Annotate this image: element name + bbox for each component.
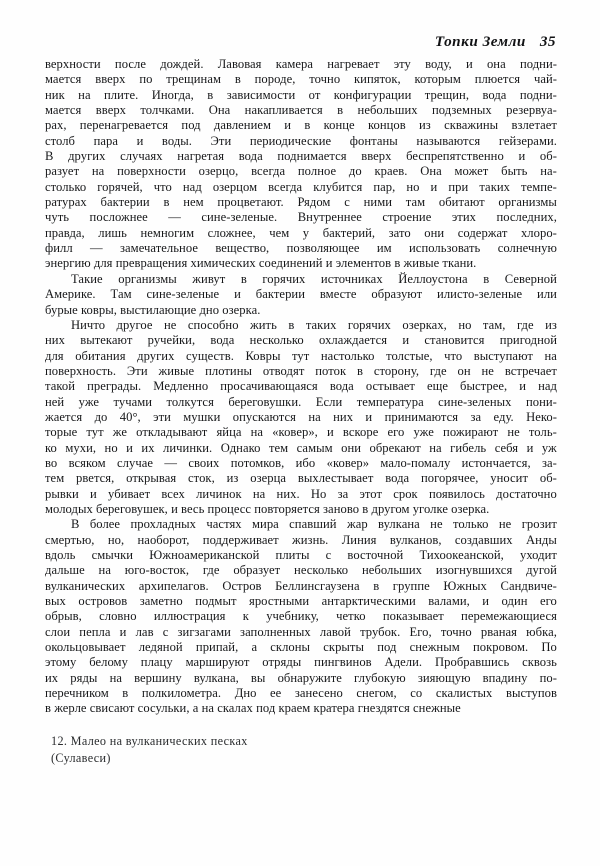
text-line: мается вверх по трещинам в породе, точно кипяток, которым плюется чай-: [45, 72, 557, 87]
text-line: обрыв, словно иллюстрация к учебнику, четко показывает перемежающиеся: [45, 609, 557, 624]
text-line: тем рвется, открывая сток, из озерца выхлестывает вода погорячее, уносит об-: [45, 471, 557, 486]
text-line: них вытекают ручейки, вода несколько охлаждается и становится пригодной: [45, 333, 557, 348]
text-line: жается до 40°, эти мушки опускаются на них и принимаются за еду. Неко-: [45, 409, 557, 424]
text-line: рах, перенагревается под давлением и в конце концов из скважины взлетает: [45, 118, 557, 133]
text-line: филл — замечательное вещество, позволяющее им использовать солнечную: [45, 241, 557, 256]
figure-caption-line-2: (Сулавеси): [51, 750, 111, 765]
running-head-title: Топки Земли: [434, 33, 526, 50]
paragraph: [45, 318, 557, 517]
text-line: окольцовывает ледяной припай, а склоны скрыты под снежным покровом. По: [45, 640, 557, 655]
paragraph: [45, 517, 557, 716]
text-line: в жерле свисают сосульки, а на скалах под краем кратера гнездятся снежные: [45, 701, 461, 716]
text-line: энергию для превращения химических соединений и элементов в живые ткани.: [45, 256, 477, 271]
text-line: В более прохладных частях мира спавший жар вулкана не только не грозит: [71, 517, 557, 532]
text-line: слои пепла и лав с зигзагами заполненных лавой трубок. Его, точно рваная юбка,: [45, 624, 557, 639]
paragraph: [45, 272, 557, 318]
text-line: молодых береговушек, и весь процесс повторяется заново в другом уголке озерка.: [45, 501, 490, 516]
text-line: чуть посложнее — сине-зеленые. Внутреннее строение этих последних,: [45, 210, 557, 225]
text-line: ник на плите. Иногда, в зависимости от конфигурации трещин, вода подни-: [45, 87, 557, 102]
text-line: Такие организмы живут в горячих источниках Йеллоустона в Северной: [71, 271, 557, 286]
page-number: 35: [539, 33, 556, 50]
text-line: смертью, но, наоборот, поддерживает жизнь. Линия вулканов, создавших Анды: [45, 532, 557, 547]
text-line: их ряды на вершину вулкана, вы обнаружите глубокую зияющую впадину по-: [45, 670, 557, 685]
text-line: правда, лишь немногим сложнее, чем у бактерий, зато они содержат хлоро-: [45, 225, 557, 240]
text-line: В других случаях нагретая вода поднимается вверх беспрепятственно и об-: [45, 149, 557, 164]
text-line: во всяком случае — своих потомков, ибо «ковер» мало-помалу истончается, за-: [45, 455, 557, 470]
text-line: вых островов заметно подмыт яростными антарктическими валами, и один его: [45, 594, 557, 609]
text-line: ней уже тучами толкутся береговушки. Если температура сине-зеленых пони-: [45, 394, 557, 409]
paragraph: [45, 57, 557, 272]
text-line: вдоль смычки Южноамериканской плиты с восточной Тихоокеанской, уходит: [45, 548, 557, 562]
running-head: [45, 33, 556, 51]
text-line: ко мухи, но и их личинки. Однако тем самым они обрекают на гибель себя и уж: [45, 440, 557, 455]
text-line: Ничто другое не способно жить в таких горячих озерках, но там, где из: [71, 317, 557, 332]
figure-caption-line-1: 12. Малео на вулканических песках: [51, 734, 248, 748]
text-line: вулканических архипелагов. Остров Беллинсгаузена в группе Южных Сандвиче-: [45, 578, 557, 593]
figure-caption: [51, 733, 471, 766]
text-line: разует на поверхности озерцо, всегда полное до краев. Она может быть на-: [45, 164, 557, 179]
text-line: столб пара и воды. Эти периодические фонтаны называются гейзерами.: [45, 133, 557, 148]
text-line: торые тут же откладывают яйца на «ковер», и вскоре его уже пожирают не толь-: [45, 425, 557, 440]
text-line: верхности после дождей. Лавовая камера нагревает эту воду, и она подни-: [45, 57, 557, 71]
text-line: бурые ковры, выстилающие дно озерка.: [45, 302, 261, 317]
text-line: дальше на юго-восток, где образует несколько небольших изогнувшихся дугой: [45, 563, 557, 578]
text-line: столько горячей, что над озерцом всегда клубится пар, но и при таких темпе-: [45, 179, 557, 194]
text-line: перечником в полкилометра. Дно ее занесено снегом, со скалистых выступов: [45, 686, 557, 701]
text-line: ратурах бактерии в нем процветают. Рядом с ними там обитают организмы: [45, 195, 557, 210]
text-line: поверхность. Эти живые плотины отводят поток в сторону, где он не встречает: [45, 363, 557, 378]
text-line: для обитания других существ. Ковры тут настолько толстые, что выступают на: [45, 348, 557, 363]
text-line: этому белому плацу маршируют отряды пингвинов Адели. Пробравшись сквозь: [45, 655, 557, 670]
text-line: такой преграды. Медленно просачивающаяся вода остывает еще быстрее, и над: [45, 379, 557, 394]
text-line: мается вверх толчками. Она накапливается в небольших подземных резервуа-: [45, 103, 557, 118]
text-line: Америке. Там сине-зеленые и бактерии вместе образуют илисто-зеленые или: [45, 287, 557, 302]
body-text: [45, 57, 557, 717]
text-line: рывки и убивает всех личинок на них. Но за этот срок появилось достаточно: [45, 486, 557, 501]
